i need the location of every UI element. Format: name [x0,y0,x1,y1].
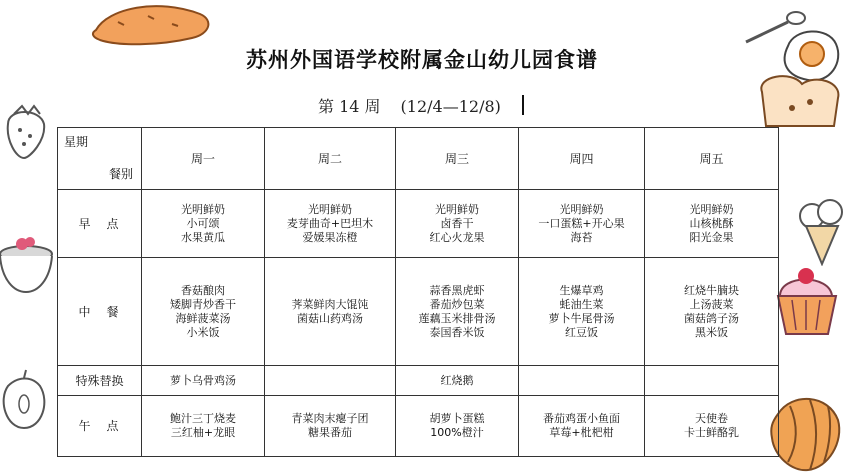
menu-cell [142,190,265,258]
menu-cell [142,396,265,457]
menu-cell [645,190,779,258]
menu-cell [645,258,779,366]
dish: 一口蛋糕+开心果 [538,216,625,230]
menu-cell [396,396,519,457]
menu-cell [396,366,519,396]
dish: 爱媛果冻橙 [302,230,358,244]
dish: 萝卜乌骨鸡汤 [170,373,236,387]
meal-axis-label: 餐别 [108,167,133,181]
dish: 100%橙汁 [430,426,484,439]
dish: 生爆草鸡 [559,283,604,297]
dish: 草莓+枇杷柑 [549,426,614,439]
dish: 红烧鹅 [440,373,474,387]
menu-table [57,127,779,457]
dish: 海苔 [570,230,593,244]
table-row [58,258,779,366]
menu-cell [265,258,396,366]
dish: 香菇酿肉 [181,283,225,297]
table-header-row [58,128,779,190]
dish: 光明鲜奶 [308,202,352,216]
dish: 番茄鸡蛋小鱼面 [543,412,620,425]
day-header-mon: 周一 [142,128,265,190]
week-label: 第 14 周 [318,97,381,116]
toast-icon [752,72,844,132]
dish: 蒜香黑虎虾 [429,283,485,297]
dish: 红烧牛腩块 [684,283,739,297]
dish: 海鲜菠菜汤 [175,311,231,325]
week-date-range: (12/4—12/8) [400,97,501,116]
menu-cell [265,366,396,396]
week-subtitle [318,94,501,117]
text-cursor [522,95,524,115]
menu-cell [645,366,779,396]
apple-slice-icon [0,368,52,434]
menu-cell [519,258,645,366]
weekday-axis-label: 星期 [64,135,89,149]
ice-cream-icon [796,196,844,266]
dish: 麦芽曲奇+巴坦木 [286,216,374,230]
dish: 小可颂 [186,216,220,230]
day-header-tue: 周二 [265,128,396,190]
dish: 上汤菠菜 [689,297,734,311]
cupcake-icon [772,264,844,340]
menu-cell [265,190,396,258]
strawberry-icon [0,100,56,164]
dish: 卡士鲜酪乳 [684,426,739,439]
dish: 光明鲜奶 [559,202,604,216]
menu-cell [142,258,265,366]
dish: 菌菇鸽子汤 [684,311,739,325]
table-row [58,190,779,258]
dish: 蚝油生菜 [559,297,604,311]
dish: 水果黄瓜 [181,230,225,244]
dish: 红心火龙果 [429,230,485,244]
menu-cell [645,396,779,457]
menu-cell [142,366,265,396]
row-label-lunch: 中 餐 [58,258,142,366]
dish: 天使卷 [695,412,728,425]
dish: 卤香干 [440,216,474,230]
page-title: 苏州外国语学校附属金山幼儿园食谱 [246,48,598,72]
dish: 红豆饭 [565,325,598,339]
cereal-bowl-icon [0,232,56,304]
dish: 山核桃酥 [689,216,734,230]
menu-cell [519,190,645,258]
day-header-wed: 周三 [396,128,519,190]
dish: 荠菜鲜肉大馄饨 [291,297,369,311]
menu-cell [396,190,519,258]
table-row [58,366,779,396]
sweet-potato-icon [88,0,218,48]
dish: 矮脚青炒香干 [170,297,236,311]
dish: 光明鲜奶 [689,202,734,216]
day-header-fri: 周五 [645,128,779,190]
dish: 小米饭 [186,325,220,339]
dish: 三红柚+龙眼 [170,426,236,439]
dish: 胡萝卜蛋糕 [429,412,485,425]
dish: 光明鲜奶 [181,202,225,216]
day-header-thu: 周四 [519,128,645,190]
row-label-breakfast: 早 点 [58,190,142,258]
row-label-afternoon-snack: 午 点 [58,396,142,457]
menu-cell [396,258,519,366]
dish: 泰国香米饭 [429,325,485,339]
dish: 菌菇山药鸡汤 [297,311,363,325]
dish: 鲍汁三丁烧麦 [170,412,236,425]
dish: 莲藕玉米排骨汤 [418,311,496,325]
corner-header-cell [58,128,142,190]
table-row [58,396,779,457]
menu-cell [265,396,396,457]
dish: 糖果番茄 [308,426,352,439]
dish: 青菜肉末瘪子团 [291,412,369,425]
dish: 光明鲜奶 [435,202,479,216]
menu-cell [519,396,645,457]
dish: 阳光金果 [689,230,734,244]
row-label-substitution: 特殊替换 [58,366,142,396]
dish: 黑米饭 [695,325,728,339]
dish: 萝卜牛尾骨汤 [548,311,615,325]
menu-cell [519,366,645,396]
dish: 番茄炒包菜 [429,297,485,311]
